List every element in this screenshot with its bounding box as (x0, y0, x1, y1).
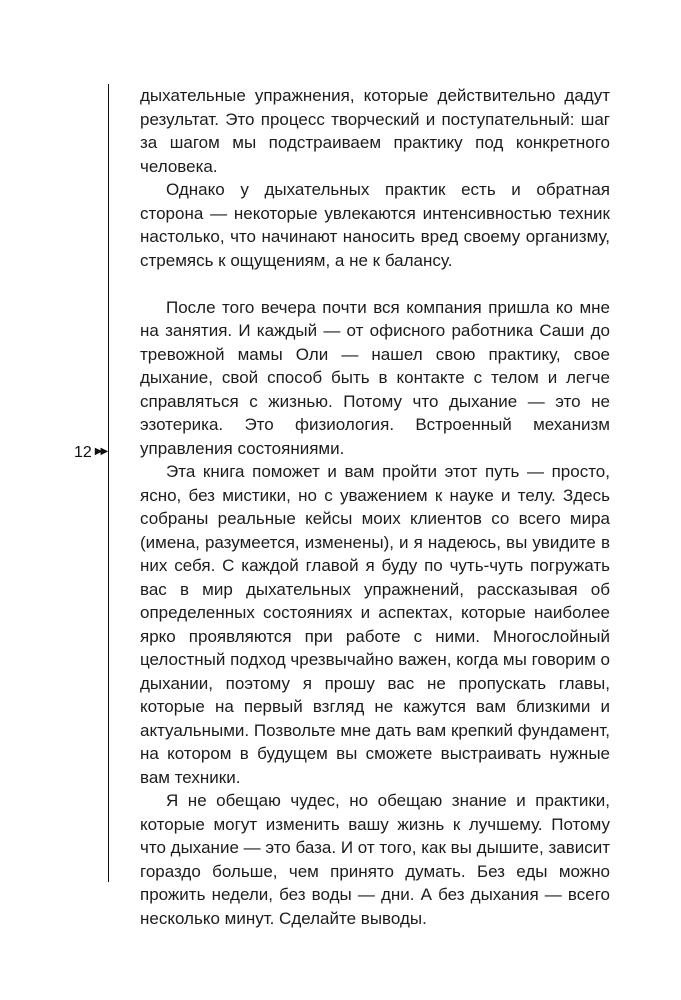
double-arrow-icon: ▶▶ (94, 446, 107, 457)
body-text (140, 84, 610, 930)
paragraph: Я не обещаю чудес, но обещаю знание и практики, которые могут изменить вашу жизнь к лучшему. Потому что дыхание — это база. И от того, как вы дышите, зависит гораздо больше, чем принято думать. Без еды можно прожить недели, без воды — дни. А без дыхания — всего несколько минут. Сделайте выводы. (140, 791, 610, 928)
paragraph: дыхательные упражнения, которые действительно дадут результат. Это процесс творческий и поступательный: шаг за шагом мы подстраиваем практику под конкретного человека. (140, 86, 610, 176)
page-marker (74, 444, 106, 462)
paragraph: Эта книга поможет и вам пройти этот путь — просто, ясно, без мистики, но с уважением к науке и телу. Здесь собраны реальные кейсы моих клиентов со всего мира (имена, разумеется, изменены), и я надеюсь, вы увидите в них себя. С каждой главой я буду по чуть-чуть погружать вас в мир дыхательных упражнений, рассказывая об определенных состояниях и аспектах, которые наиболее ярко проявляются при работе с ними. Многослойный целостный подход чрезвычайно важен, когда мы говорим о дыхании, поэтому я прошу вас не пропускать главы, которые на первый взгляд не кажутся вам близкими и актуальными. Позвольте мне дать вам крепкий фундамент, на котором в будущем вы сможете выстраивать нужные вам техники. (140, 462, 610, 787)
paragraph: Однако у дыхательных практик есть и обратная сторона — некоторые увлекаются интенсивностью техник настолько, что начинают наносить вред своему организму, стремясь к ощущениям, а не к балансу. (140, 180, 610, 270)
page-number: 12 (74, 444, 92, 461)
left-margin-rule (108, 84, 109, 882)
paragraph: После того вечера почти вся компания пришла ко мне на занятия. И каждый — от офисного работника Саши до тревожной мамы Оли — нашел свою практику, свое дыхание, свой способ быть в контакте с телом и легче справляться с жизнью. Потому что дыхание — это не эзотерика. Это физиология. Встроенный механизм управления состояниями. (140, 297, 610, 458)
